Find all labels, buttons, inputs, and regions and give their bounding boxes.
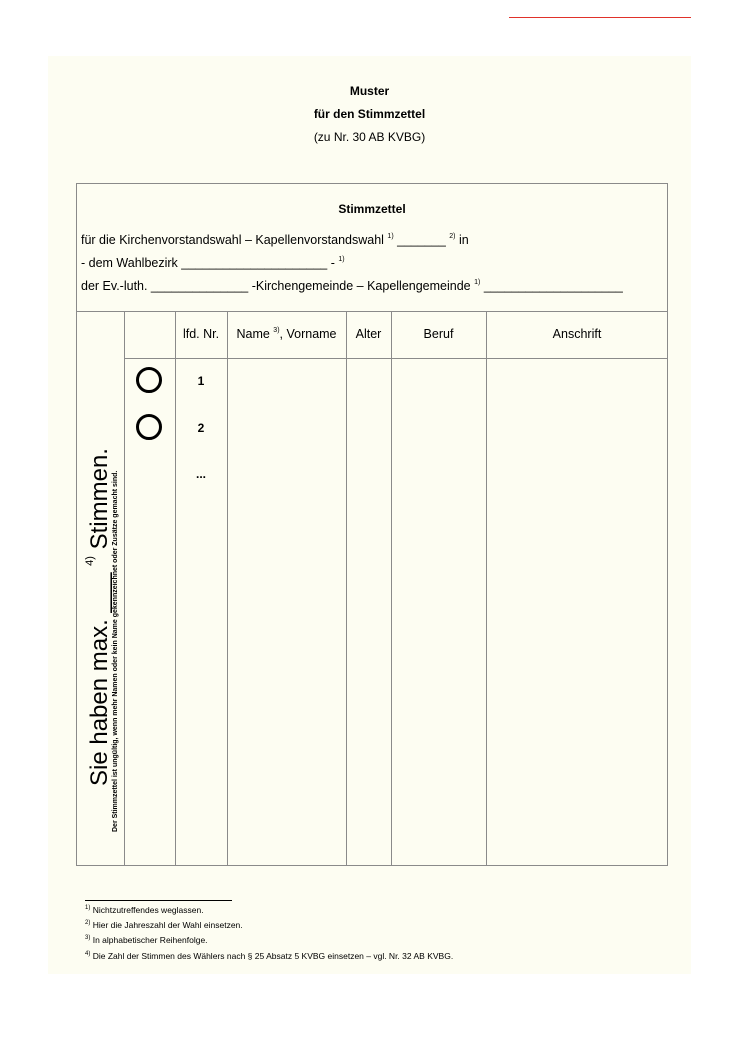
line1-text: für die Kirchenvorstandswahl – Kapellenvorstandswahl [81,233,388,247]
line2-text: - dem Wahlbezirk _____________________ - [81,256,339,270]
name-header-sup: 3) [273,327,280,334]
line3-text: der Ev.-luth. ______________ -Kirchengemeinde – Kapellengemeinde [81,279,475,293]
footnote-mark: 1) [85,905,91,911]
doc-subtitle: für den Stimmzettel [313,107,426,121]
row-number-ellipsis: ... [195,467,206,481]
footnote-text: Nichtzutreffendes weglassen. [90,905,204,915]
footnote-3 [85,935,208,945]
col-line-1 [124,311,125,865]
col-line-4 [346,311,347,865]
col-header-name [227,327,346,341]
max-votes-sup: 4) [84,556,96,566]
line1-end: in [455,233,469,247]
ballot-line-election [81,233,469,247]
name-header-post: , Vorname [279,327,337,341]
line1-mid: _______ [393,233,450,247]
col-line-2 [175,311,176,865]
invalid-ballot-note: Der Stimmzettel ist ungültig, wenn mehr Namen oder kein Name gekennzeichnet oder Zusätze gemacht sind. [112,470,119,832]
footnote-text: Die Zahl der Stimmen des Wählers nach § 25 Absatz 5 KVBG einsetzen – vgl. Nr. 32 AB KVBG. [90,951,454,961]
footnote-text: In alphabetischer Reihenfolge. [90,935,208,945]
footnote-rule [85,900,232,901]
name-header-text: Name [236,327,274,341]
row-number-1: 1 [197,374,205,388]
vote-circle-1[interactable] [136,367,162,393]
ballot-line-parish [81,279,623,293]
line1-sup1: 1) [387,233,394,240]
footnote-4 [85,951,453,961]
line3-end: ____________________ [480,279,623,293]
ballot-divider [77,311,667,312]
col-line-3 [227,311,228,865]
col-line-5 [391,311,392,865]
footnote-2 [85,920,243,930]
ballot-title: Stimmzettel [338,202,406,216]
doc-reference: (zu Nr. 30 AB KVBG) [313,130,426,144]
ballot-line-district [81,256,345,270]
line2-sup: 1) [338,256,345,263]
footnote-mark: 4) [85,951,91,957]
max-votes-pre: Sie haben max. ___ [86,565,113,786]
line1-sup2: 2) [449,233,456,240]
col-header-beruf: Beruf [423,327,454,341]
footnote-1 [85,905,204,915]
max-votes-instruction [84,448,114,786]
footnote-mark: 2) [85,920,91,926]
header-row-line [124,358,667,359]
line3-sup: 1) [474,279,481,286]
vote-circle-2[interactable] [136,414,162,440]
footnote-mark: 3) [85,935,91,941]
ballot-box [76,183,668,866]
row-number-2: 2 [197,421,205,435]
col-header-alter: Alter [355,327,382,341]
footnote-text: Hier die Jahreszahl der Wahl einsetzen. [90,920,243,930]
col-line-6 [486,311,487,865]
doc-title: Muster [349,84,390,98]
max-votes-post: Stimmen. [86,448,113,557]
col-header-anschrift: Anschrift [552,327,602,341]
red-rule [509,17,691,18]
col-header-nr: lfd. Nr. [182,327,220,341]
